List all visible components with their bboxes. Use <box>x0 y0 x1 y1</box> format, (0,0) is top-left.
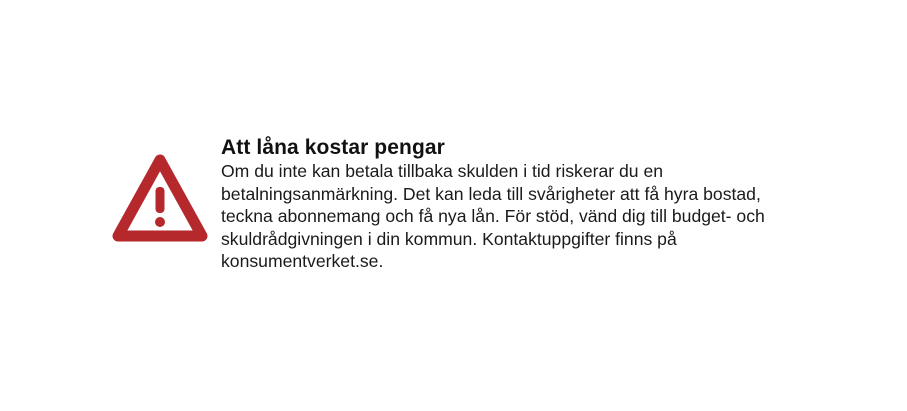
exclamation-dot <box>155 217 165 227</box>
notice-text <box>221 135 841 273</box>
notice-body-line: betalningsanmärkning. Det kan leda till svårigheter att få hyra bostad, <box>221 183 761 204</box>
notice-body-line: konsumentverket.se. <box>221 251 384 271</box>
exclamation-bar <box>156 187 165 213</box>
notice-heading: Att låna kostar pengar <box>221 136 445 159</box>
notice-body-line: skuldrådgivningen i din kommun. Kontaktuppgifter finns på <box>221 228 677 249</box>
notice-body-line: Om du inte kan betala tillbaka skulden i tid riskerar du en <box>221 161 664 181</box>
warning-triangle-icon <box>112 154 208 242</box>
notice-body-line: teckna abonnemang och få nya lån. För stöd, vänd dig till budget- och <box>221 206 765 226</box>
notice-body <box>221 160 765 273</box>
